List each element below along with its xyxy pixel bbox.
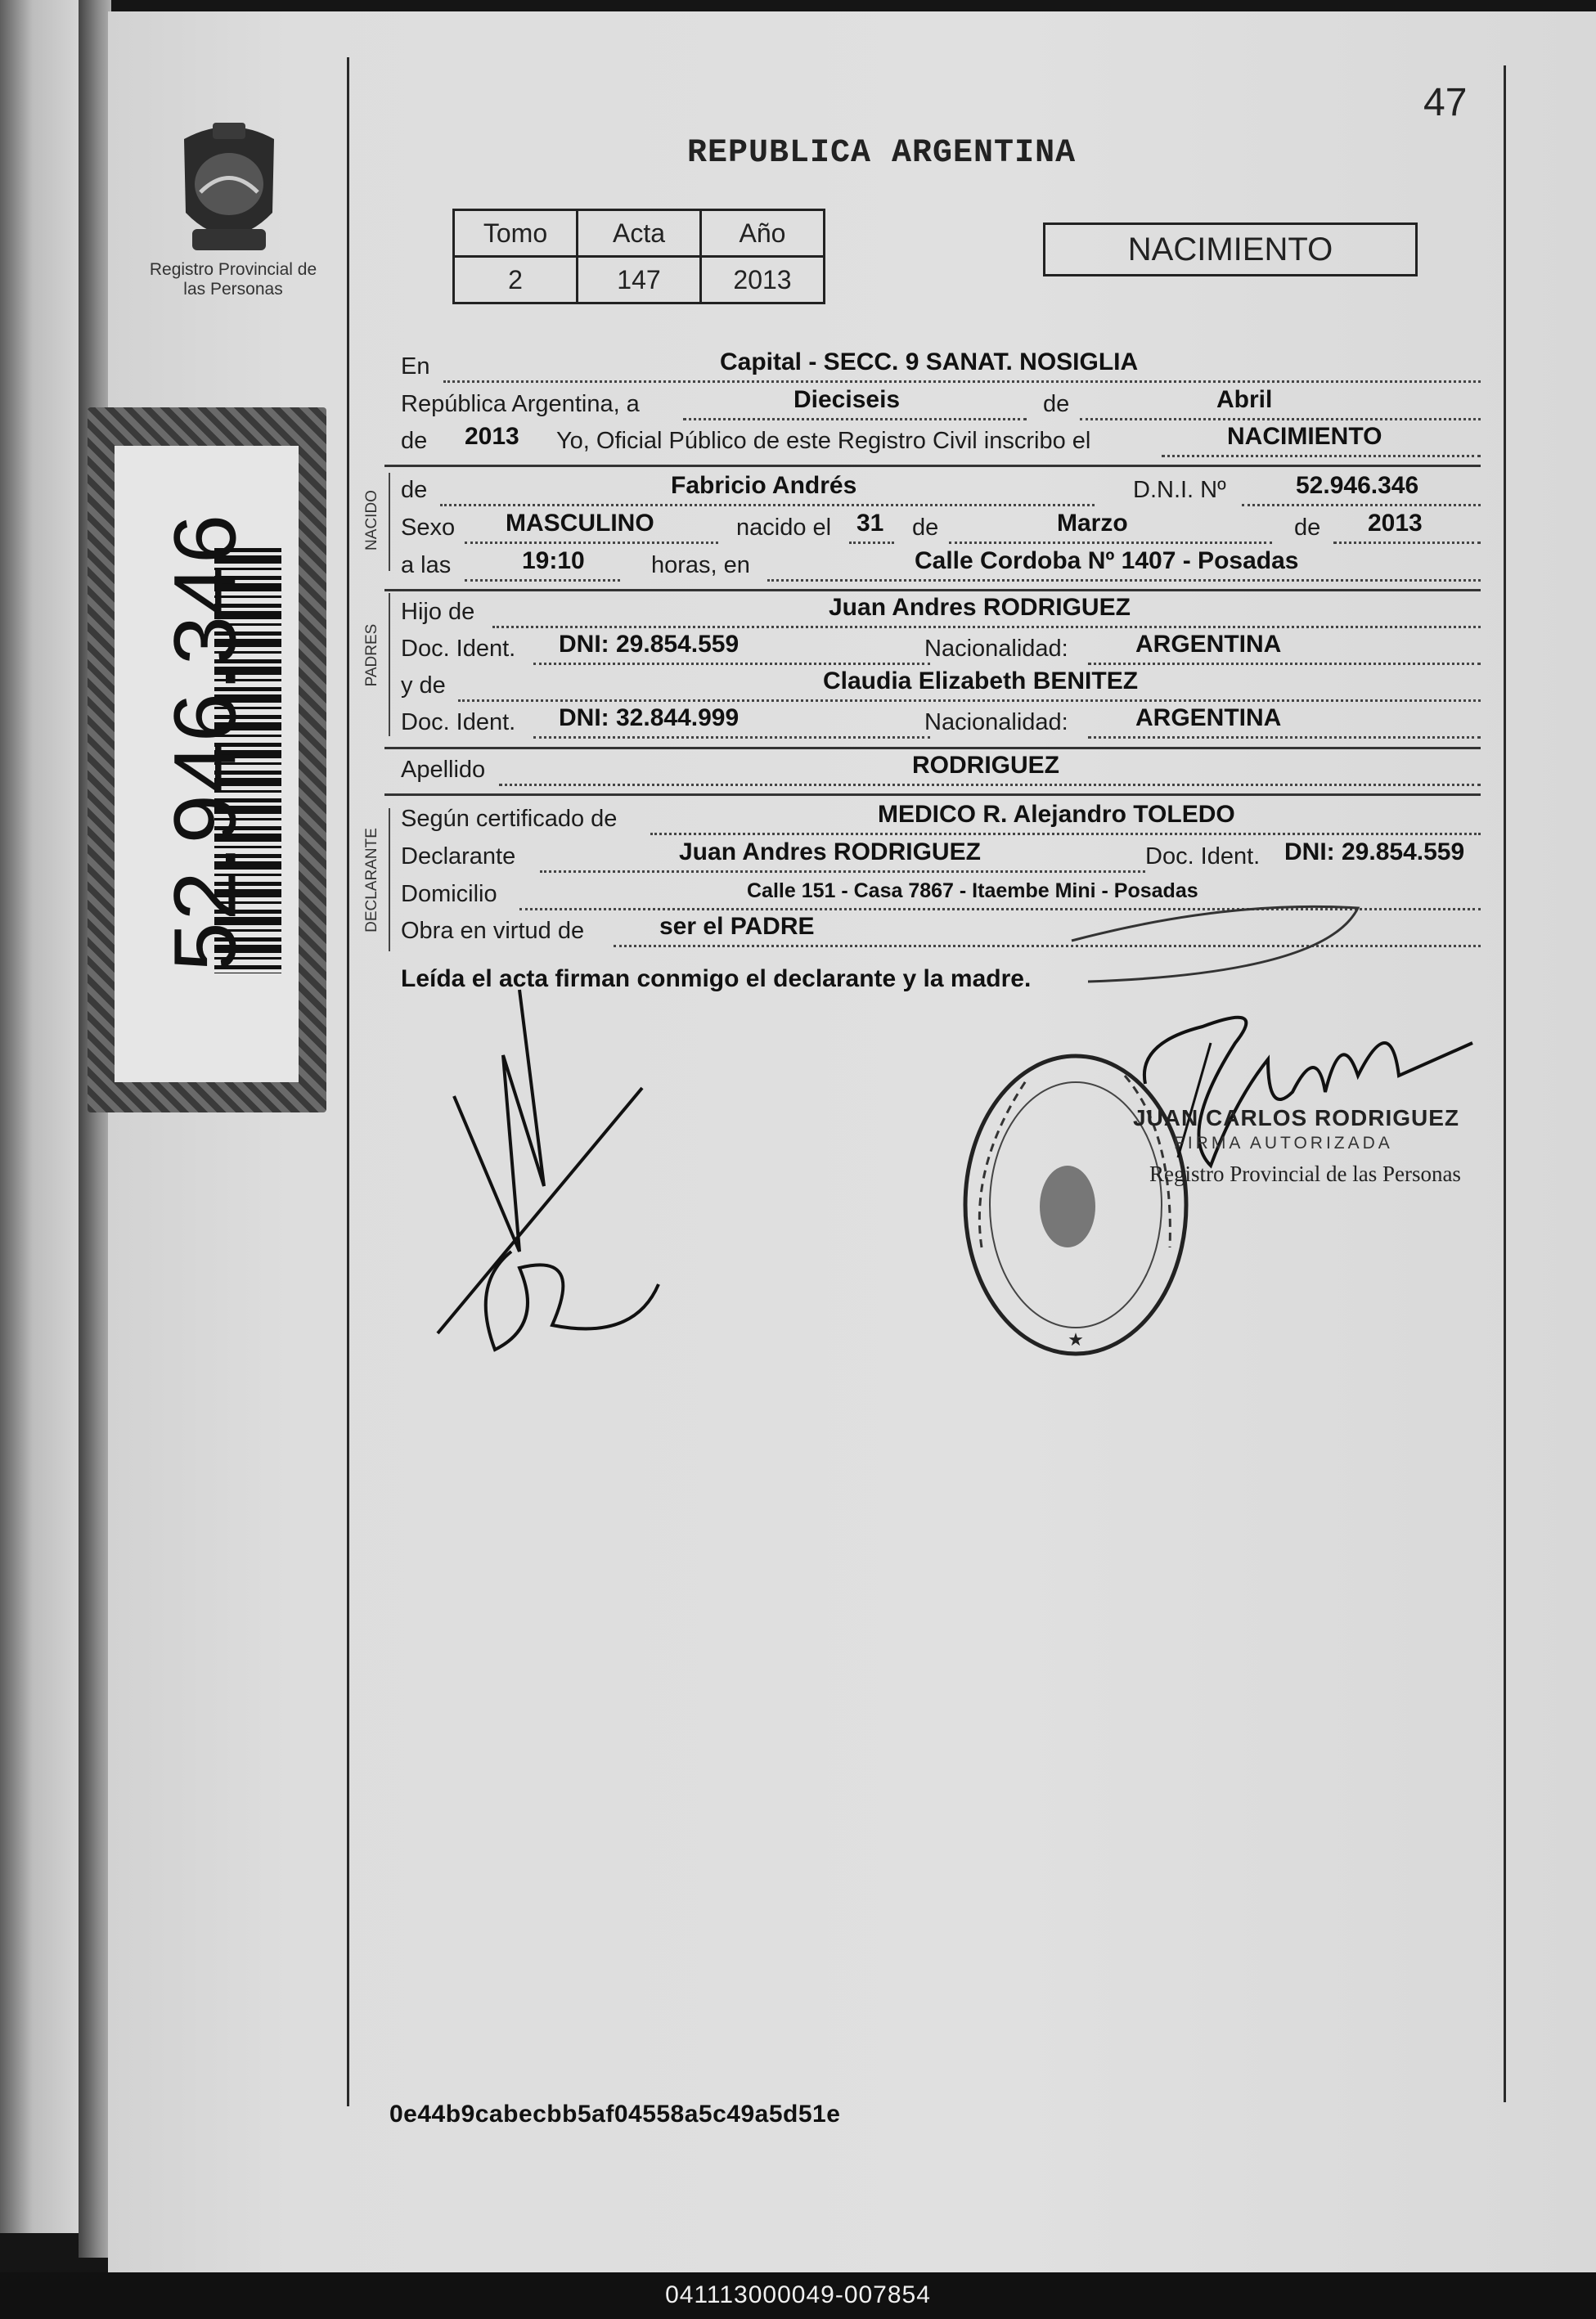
address-value: Calle 151 - Casa 7867 - Itaembe Mini - Posadas (747, 879, 1198, 902)
declarant-label: Declarante (401, 843, 516, 870)
padres-bracket (389, 593, 390, 736)
surname-value: RODRIGUEZ (912, 752, 1059, 779)
time-label: a las (401, 552, 452, 578)
dotted-line (1333, 542, 1481, 544)
dotted-line (1162, 455, 1481, 457)
day-words: Dieciseis (794, 386, 901, 413)
country-label: República Argentina, a (401, 391, 640, 417)
header-tomo: Tomo (454, 210, 578, 257)
row-surname (401, 752, 1481, 793)
birth-place: Calle Cordoba Nº 1407 - Posadas (915, 547, 1299, 574)
left-margin-rule (347, 57, 349, 2106)
official-name: JUAN CARLOS RODRIGUEZ (1133, 1105, 1460, 1130)
row-time (401, 547, 1481, 588)
row-mother-doc (401, 704, 1481, 745)
guide-line-stroke (1063, 892, 1366, 990)
sex-value: MASCULINO (506, 510, 654, 537)
row-certificate (401, 801, 1481, 842)
row-sex (401, 510, 1481, 551)
official-role: FIRMA AUTORIZADA (1174, 1134, 1393, 1153)
dotted-line (1242, 504, 1481, 506)
section-divider (384, 747, 1481, 749)
surname-label: Apellido (401, 757, 486, 783)
section-declarante: DECLARANTE (363, 828, 380, 933)
section-divider (384, 793, 1481, 796)
page-number: 47 (1423, 81, 1468, 124)
header-anio: Año (701, 210, 825, 257)
de-label: de (401, 428, 428, 454)
dotted-line (849, 542, 894, 544)
record-kind: NACIMIENTO (1227, 423, 1382, 450)
book-spine (79, 0, 111, 2258)
declarant-signature (421, 982, 667, 1366)
dotted-line (1088, 663, 1481, 665)
birth-month: Marzo (1057, 510, 1128, 537)
row-mother (401, 667, 1481, 708)
dotted-line (767, 579, 1481, 582)
dotted-line (499, 784, 1481, 786)
doc-label: Doc. Ident. (401, 709, 516, 735)
dotted-line (949, 542, 1272, 544)
birth-time: 19:10 (522, 547, 585, 574)
dotted-line (465, 579, 620, 582)
address-label: Domicilio (401, 881, 497, 907)
section-padres: PADRES (363, 623, 380, 687)
document-title: REPUBLICA ARGENTINA (687, 135, 1077, 172)
capacity-label: Obra en virtud de (401, 918, 585, 944)
declarant-doc: DNI: 29.854.559 (1284, 838, 1465, 865)
dotted-line (440, 504, 1095, 506)
place-value: Capital - SECC. 9 SANAT. NOSIGLIA (720, 348, 1139, 375)
dotted-line (540, 870, 1145, 873)
mother-label: y de (401, 672, 446, 699)
declarant-doc-label: Doc. Ident. (1145, 843, 1261, 870)
nationality-label: Nacionalidad: (924, 636, 1068, 662)
capacity-value: ser el PADRE (659, 913, 815, 940)
hours-label: horas, en (651, 552, 750, 578)
de-label: de (1294, 515, 1321, 541)
certificate-value: MEDICO R. Alejandro TOLEDO (878, 801, 1235, 828)
name-label: de (401, 477, 428, 503)
section-divider (384, 589, 1481, 591)
closing-statement: Leída el acta firman conmigo el declarante y la madre. (401, 965, 1032, 992)
book-left-edge (0, 0, 82, 2233)
row-father-doc (401, 631, 1481, 672)
section-nacido: NACIDO (363, 490, 380, 551)
de-label: de (912, 515, 939, 541)
provincial-coat-of-arms-logo (168, 115, 290, 270)
value-anio: 2013 (701, 257, 825, 303)
officer-text: Yo, Oficial Público de este Registro Civil inscribo el (556, 428, 1091, 454)
dotted-line (533, 736, 930, 739)
month-value: Abril (1216, 386, 1273, 413)
father-label: Hijo de (401, 599, 475, 625)
father-nationality: ARGENTINA (1135, 631, 1282, 658)
mother-doc: DNI: 32.844.999 (559, 704, 740, 731)
dotted-line (683, 418, 1027, 420)
row-father (401, 594, 1481, 635)
dotted-line (533, 663, 930, 665)
dotted-line (1088, 736, 1481, 739)
row-name (401, 472, 1481, 513)
row-declarant (401, 838, 1481, 879)
father-doc: DNI: 29.854.559 (559, 631, 740, 658)
father-name: Juan Andres RODRIGUEZ (829, 594, 1131, 621)
child-name: Fabricio Andrés (671, 472, 857, 499)
value-tomo: 2 (454, 257, 578, 303)
registry-table (452, 209, 825, 304)
dotted-line (492, 626, 1481, 628)
row-place (401, 348, 1481, 389)
de-label: de (1043, 391, 1070, 417)
svg-text:★: ★ (1068, 1329, 1084, 1350)
year-value: 2013 (465, 423, 519, 450)
right-margin-rule (1504, 65, 1506, 2102)
row-date (401, 386, 1481, 427)
mother-nationality: ARGENTINA (1135, 704, 1282, 731)
dni-label: D.N.I. Nº (1133, 477, 1226, 503)
birth-day: 31 (856, 510, 884, 537)
header-acta: Acta (578, 210, 701, 257)
sex-label: Sexo (401, 515, 456, 541)
dotted-line (650, 833, 1481, 835)
dotted-line (443, 380, 1481, 383)
barcode-number: 52.946.346 (155, 512, 254, 972)
dotted-line (465, 542, 718, 544)
certificate-label: Según certificado de (401, 806, 618, 832)
document-hash: 0e44b9cabecbb5af04558a5c49a5d51e (389, 2101, 841, 2128)
logo-caption: Registro Provincial de las Personas (149, 260, 317, 299)
doc-label: Doc. Ident. (401, 636, 516, 662)
record-type-box: NACIMIENTO (1043, 222, 1418, 276)
row-year (401, 423, 1481, 464)
declarant-name: Juan Andres RODRIGUEZ (679, 838, 981, 865)
nationality-label: Nacionalidad: (924, 709, 1068, 735)
declarante-bracket (389, 808, 390, 951)
born-label: nacido el (736, 515, 832, 541)
dotted-line (1080, 418, 1481, 420)
place-label: En (401, 353, 430, 380)
child-dni: 52.946.346 (1296, 472, 1419, 499)
mother-name: Claudia Elizabeth BENITEZ (823, 667, 1139, 694)
dotted-line (458, 699, 1481, 702)
birth-year: 2013 (1368, 510, 1423, 537)
nacido-bracket (389, 473, 390, 571)
section-divider (384, 465, 1481, 467)
official-office: Registro Provincial de las Personas (1149, 1162, 1461, 1186)
value-acta: 147 (578, 257, 701, 303)
scan-code: 041113000049-007854 (665, 2281, 931, 2308)
